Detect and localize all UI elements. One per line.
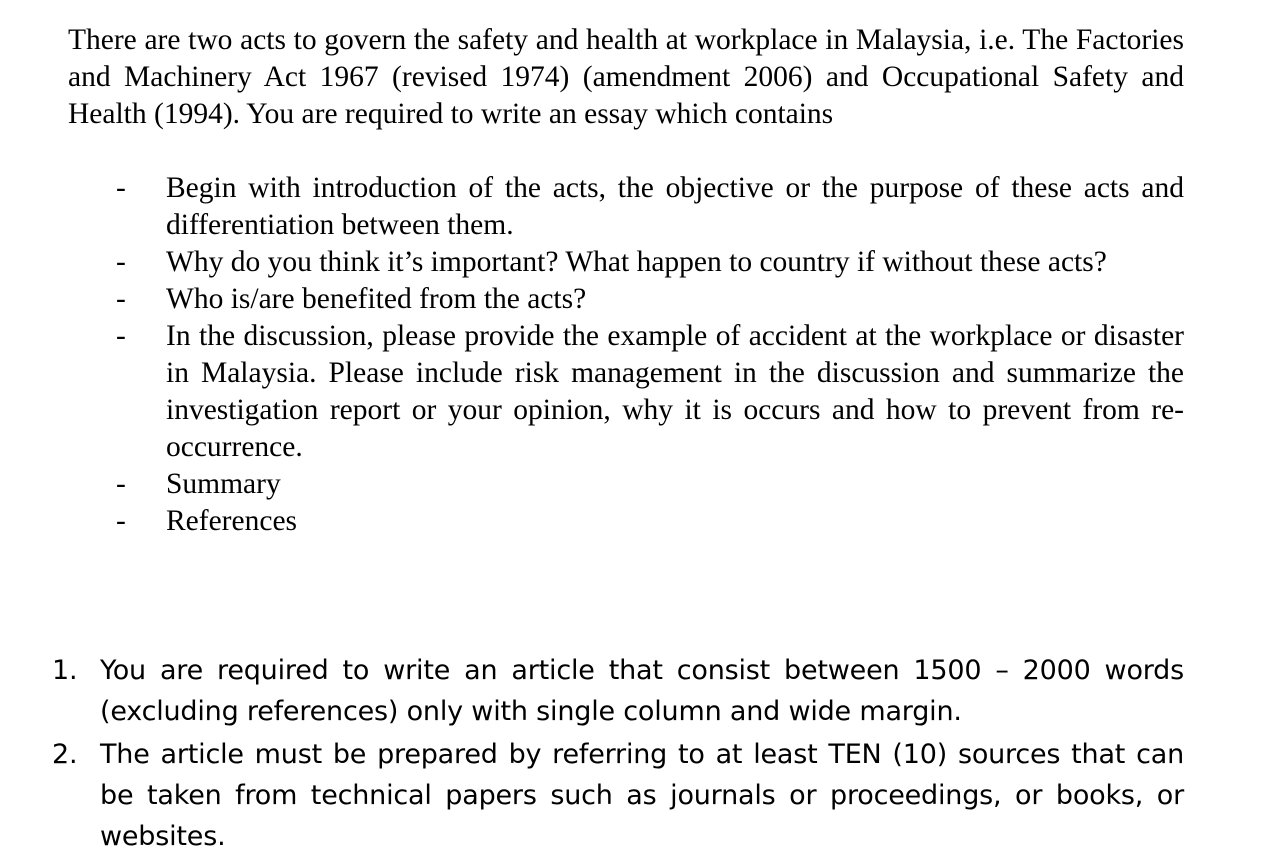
list-item-text: Summary: [166, 468, 281, 500]
list-item: [68, 318, 1184, 466]
instructions-list: [52, 650, 1184, 859]
list-item-text: Who is/are benefited from the acts?: [166, 283, 587, 315]
essay-contents-list: [68, 170, 1184, 540]
intro-paragraph: There are two acts to govern the safety and health at workplace in Malaysia, i.e. The Factories and Machinery Act 1967 (revised 1974) (amendment 2006) and Occupational Safety and Health (1994). You are required to write an essay which contains: [68, 24, 1184, 130]
bullet-dash: -: [116, 283, 126, 315]
bullet-dash: -: [116, 246, 126, 278]
instruction-text: The article must be prepared by referring to at least TEN (10) sources that can be taken from technical papers such as journals or proceedings, or books, or websites.: [100, 739, 1184, 852]
list-item: [68, 170, 1184, 244]
list-item: [68, 503, 1184, 540]
list-item-text: Begin with introduction of the acts, the objective or the purpose of these acts and differentiation between them.: [166, 172, 1184, 241]
list-item-text: Why do you think it’s important? What happen to country if without these acts?: [166, 246, 1107, 278]
list-item: [68, 244, 1184, 281]
list-item: [68, 466, 1184, 503]
instruction-item: [52, 650, 1184, 732]
list-item-text: References: [166, 505, 298, 537]
list-item: [68, 281, 1184, 318]
bullet-dash: -: [116, 505, 126, 537]
instruction-number: 1.: [52, 655, 78, 686]
bullet-dash: -: [116, 468, 126, 500]
bullet-dash: -: [116, 172, 126, 204]
list-item-text: In the discussion, please provide the example of accident at the workplace or disaster in Malaysia. Please include risk management in the discussion and summarize the investigation report or your opinion, why it is occurs and how to prevent from re-occurrence.: [166, 320, 1184, 463]
instruction-text: You are required to write an article that consist between 1500 – 2000 words (excluding references) only with single column and wide margin.: [100, 655, 1184, 727]
instruction-item: [52, 734, 1184, 857]
bullet-dash: -: [116, 320, 126, 352]
instruction-number: 2.: [52, 739, 78, 770]
